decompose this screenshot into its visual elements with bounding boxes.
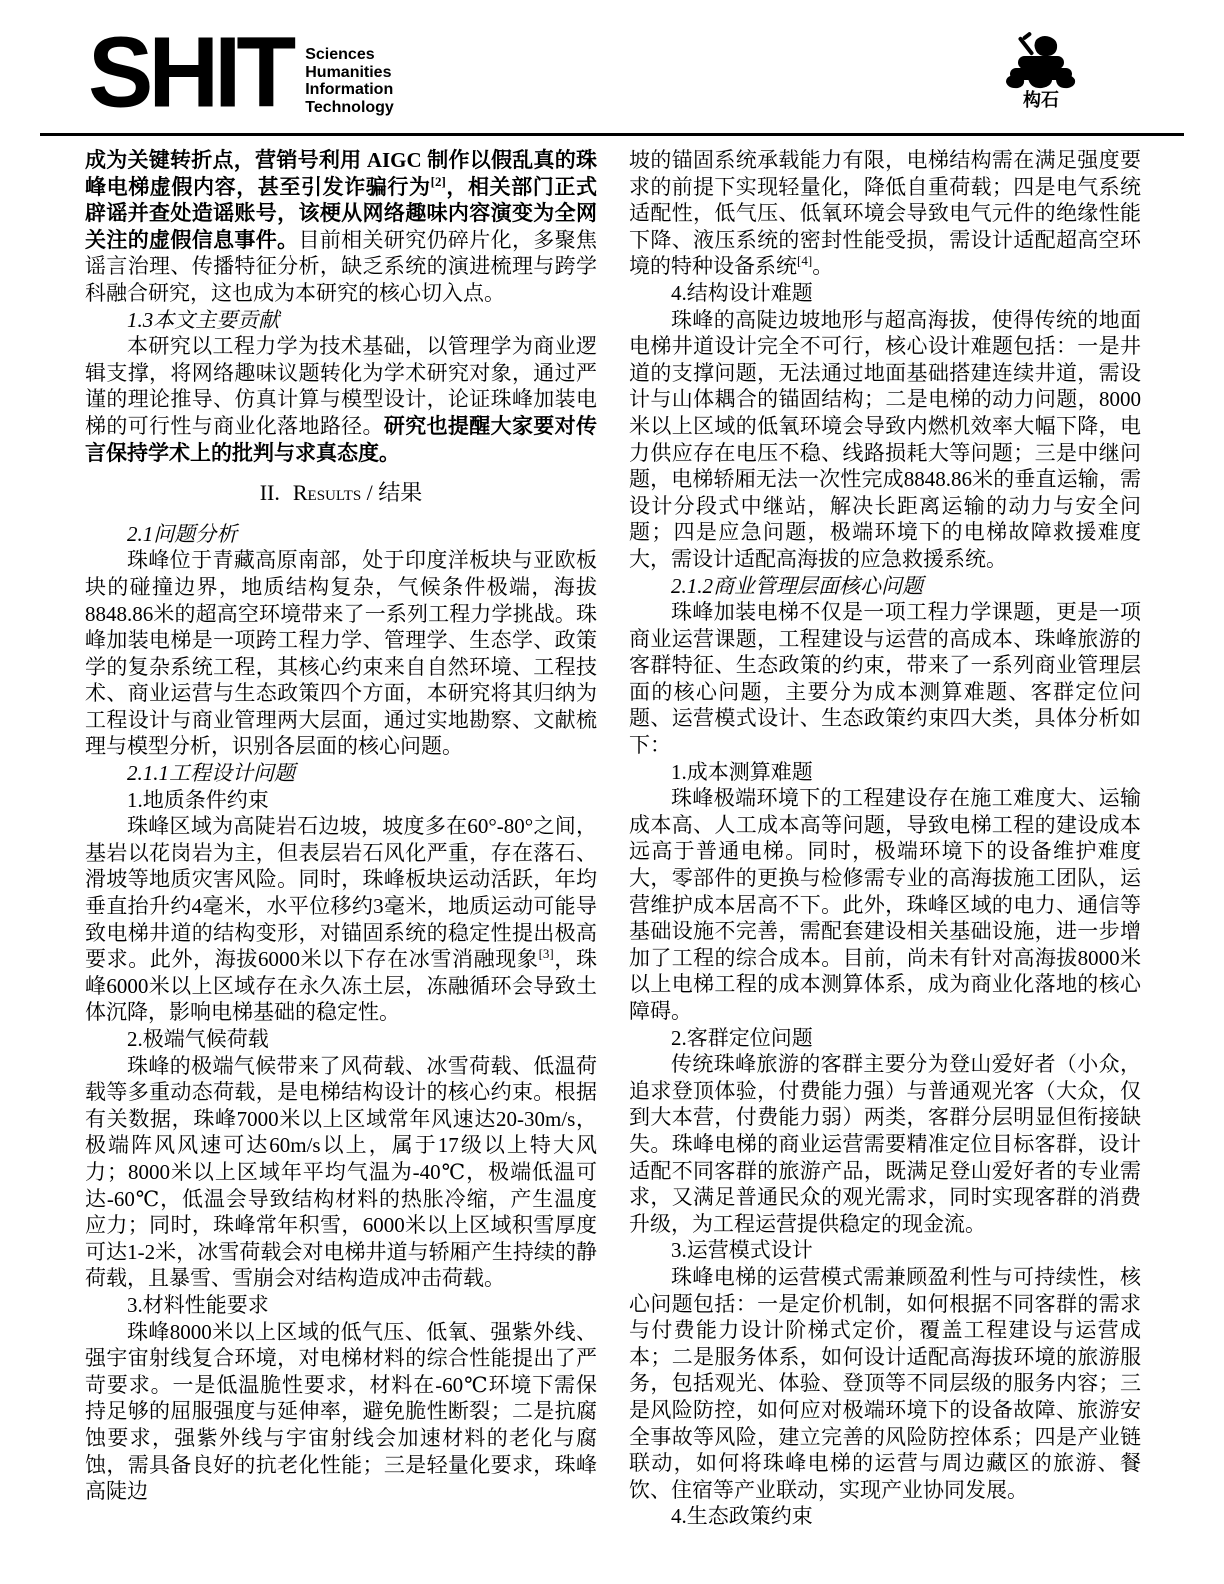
paragraph-operation: 珠峰电梯的运营模式需兼顾盈利性与可持续性，核心问题包括：一是定价机制，如何根据不同客群的需求与付费能力设计阶梯式定价，覆盖工程建设与运营成本；二是服务体系，如何设计适配高海拔环境的旅游服务，包括观光、体验、登顶等不同层级的服务内容；三是风险防控，如何应对极端环境下的设备故障、旅游安全事故等风险，建立完善的风险防控体系；四是产业链联动，如何将珠峰电梯的运营与周边藏区的旅游、餐饮、住宿等产业联动，实现产业协同发展。 bbox=[629, 1264, 1141, 1502]
journal-logo bbox=[88, 15, 394, 129]
subhead-geology: 1.地质条件约束 bbox=[127, 787, 269, 812]
publisher-label: 构石 bbox=[1023, 90, 1059, 110]
subhead-climate-load: 2.极端气候荷载 bbox=[127, 1027, 269, 1051]
section-head-2-1-1: 2.1.1工程设计问题 bbox=[127, 761, 295, 786]
subhead-ecology-policy: 4.生态政策约束 bbox=[671, 1504, 813, 1529]
journal-abbreviation: SHIT bbox=[88, 15, 292, 129]
publisher-logo bbox=[998, 32, 1084, 109]
paragraph-cost: 珠峰极端环境下的工程建设存在施工难度大、运输成本高、人工成本高等问题，导致电梯工程的建设成本远高于普通电梯。同时，极端环境下的设备维护难度大，零部件的更换与检修需专业的高海拔施工团队，运营维护成本居高不下。此外，珠峰区域的电力、通信等基础设施不完善，需配套建设相关基础设施，进一步增加了工程的综合成本。目前，尚未有针对高海拔8000米以上电梯工程的成本测算体系，成为商业化落地的核心障碍。 bbox=[629, 786, 1141, 1023]
section-head-1-3: 1.3本文主要贡献 bbox=[127, 307, 280, 332]
tagline-line: Information bbox=[305, 81, 394, 98]
subhead-operation: 3.运营模式设计 bbox=[671, 1238, 813, 1263]
tagline-line: Sciences bbox=[305, 46, 375, 63]
paragraph-problem-analysis: 珠峰位于青藏高原南部，处于印度洋板块与亚欧板块的碰撞边界，地质结构复杂，气候条件极端，海拔8848.86米的超高空环境带来了一系列工程力学挑战。珠峰加装电梯是一项跨工程力学、管理学、生态学、政策学的复杂系统工程，其核心约束来自自然环境、工程技术、商业运营与生态政策四个方面，本研究将其归纳为工程设计与商业管理两大层面，通过实地勘察、文献梳理与模型分析，识别各层面的核心问题。 bbox=[85, 548, 597, 759]
paragraph-customer: 传统珠峰旅游的客群主要分为登山爱好者（小众，追求登顶体验，付费能力强）与普通观光客（大众，仅到大本营，付费能力弱）两类，客群分层明显但衔接缺失。珠峰电梯的商业运营需要精准定位目标客群，设计适配不同客群的旅游产品，既满足登山爱好者的专业需求，又满足普通民众的观光需求，同时实现客群的消费升级，为工程运营提供稳定的现金流。 bbox=[629, 1052, 1141, 1236]
left-column bbox=[85, 147, 597, 1530]
subhead-cost: 1.成本测算难题 bbox=[671, 759, 813, 784]
section-head-2-1: 2.1问题分析 bbox=[127, 521, 238, 546]
article-body bbox=[0, 136, 1224, 1530]
section-head-2-1-2: 2.1.2商业管理层面核心问题 bbox=[671, 573, 923, 598]
subhead-material: 3.材料性能要求 bbox=[127, 1292, 269, 1317]
tagline-line: Technology bbox=[305, 98, 394, 116]
masthead bbox=[0, 0, 1224, 128]
citation-3: [3] bbox=[538, 946, 554, 962]
paragraph-intro-continuation: 成为关键转折点，营销号利用 AIGC 制作以假乱真的珠峰电梯虚假内容，甚至引发诈骗行为[2]，相关部门正式辟谣并查处造谣账号，该梗从网络趣味内容演变为全网关注的虚假信息事件。目前相关研究仍碎片化，多聚焦谣言治理、传播特征分析，缺乏系统的演进梳理与跨学科融合研究，这也成为本研究的核心切入点。 bbox=[85, 148, 598, 305]
section-title-latin: Results bbox=[292, 480, 362, 506]
paragraph-material-continuation: 坡的锚固系统承载能力有限，电梯结构需在满足强度要求的前提下实现轻量化，降低自重荷载；四是电气系统适配性，低气压、低氧环境会导致电气元件的绝缘性能下降、液压系统的密封性能受损，需设计适配超高空环境的特种设备系统[4]。 bbox=[629, 148, 1141, 279]
paragraph-material: 珠峰8000米以上区域的低气压、低氧、强紫外线、强宇宙射线复合环境，对电梯材料的综合性能提出了严苛要求。一是低温脆性要求，材料在-60℃环境下需保持足够的屈服强度与延伸率，避免脆性断裂；二是抗腐蚀要求，强紫外线与宇宙射线会加速材料的老化与腐蚀，需具备良好的抗老化性能；三是轻量化要求，珠峰高陡边 bbox=[85, 1319, 597, 1504]
paragraph-geology: 珠峰区域为高陡岩石边坡，坡度多在60°-80°之间，基岩以花岗岩为主，但表层岩石风化严重，存在落石、滑坡等地质灾害风险。同时，珠峰板块运动活跃，年均垂直抬升约4毫米，水平位移约3毫米，地质运动可能导致电梯井道的结构变形，对锚固系统的稳定性提出极高要求。此外，海拔6000米以下存在冰雪消融现象[3]，珠峰6000米以上区域存在永久冻土层，冻融循环会导致土体沉降，影响电梯基础的稳定性。 bbox=[85, 814, 598, 1025]
section-title-cjk: / 结果 bbox=[361, 480, 423, 506]
tagline-line: Humanities bbox=[305, 63, 392, 81]
section-numeral: II. bbox=[259, 480, 280, 506]
paragraph-structure-design: 珠峰的高陡边坡地形与超高海拔，使得传统的地面电梯井道设计完全不可行，核心设计难题包括：一是井道的支撑问题，无法通过地面基础搭建连续井道，需设计与山体耦合的锚固结构；二是电梯的动力问题，8000米以上区域的低氧环境会导致内燃机效率大幅下降，电力供应存在电压不稳、线路损耗大等问题；三是中继问题，电梯轿厢无法一次性完成8848.86米的垂直运输，需设计分段式中继站，解决长距离运输的动力与安全问题；四是应急问题，极端环境下的电梯故障救援难度大，需设计适配高海拔的应急救援系统。 bbox=[629, 307, 1141, 571]
subhead-structure-design: 4.结构设计难题 bbox=[671, 280, 813, 305]
paragraph-contributions: 本研究以工程力学为技术基础，以管理学为商业逻辑支撑，将网络趣味议题转化为学术研究对象，通过严谨的理论推导、仿真计算与模型设计，论证珠峰加装电梯的可行性与商业化落地路径。研究也提醒大家要对传言保持学术上的批判与求真态度。 bbox=[85, 334, 598, 465]
stone-cairn-icon bbox=[1002, 32, 1080, 90]
citation-4: [4] bbox=[797, 253, 813, 269]
citation-2: [2] bbox=[430, 173, 446, 189]
journal-tagline bbox=[291, 32, 394, 116]
right-column bbox=[629, 147, 1141, 1530]
section-heading-results bbox=[85, 480, 597, 507]
paragraph-climate-load: 珠峰的极端气候带来了风荷载、冰雪荷载、低温荷载等多重动态荷载，是电梯结构设计的核心约束。根据有关数据，珠峰7000米以上区域常年风速达20-30m/s，极端阵风风速可达60m/s以上，属于17级以上特大风力；8000米以上区域年平均气温为-40℃，极端低温可达-60℃，低温会导致结构材料的热胀冷缩，产生温度应力；同时，珠峰常年积雪，6000米以上区域积雪厚度可达1-2米，冰雪荷载会对电梯井道与轿厢产生持续的静荷载，且暴雪、雪崩会对结构造成冲击荷载。 bbox=[85, 1053, 597, 1291]
subhead-customer: 2.客群定位问题 bbox=[671, 1025, 813, 1050]
paragraph-business-overview: 珠峰加装电梯不仅是一项工程力学课题，更是一项商业运营课题，工程建设与运营的高成本、珠峰旅游的客群特征、生态政策的约束，带来了一系列商业管理层面的核心问题，主要分为成本测算难题、客群定位问题、运营模式设计、生态政策约束四大类，具体分析如下： bbox=[629, 600, 1141, 758]
